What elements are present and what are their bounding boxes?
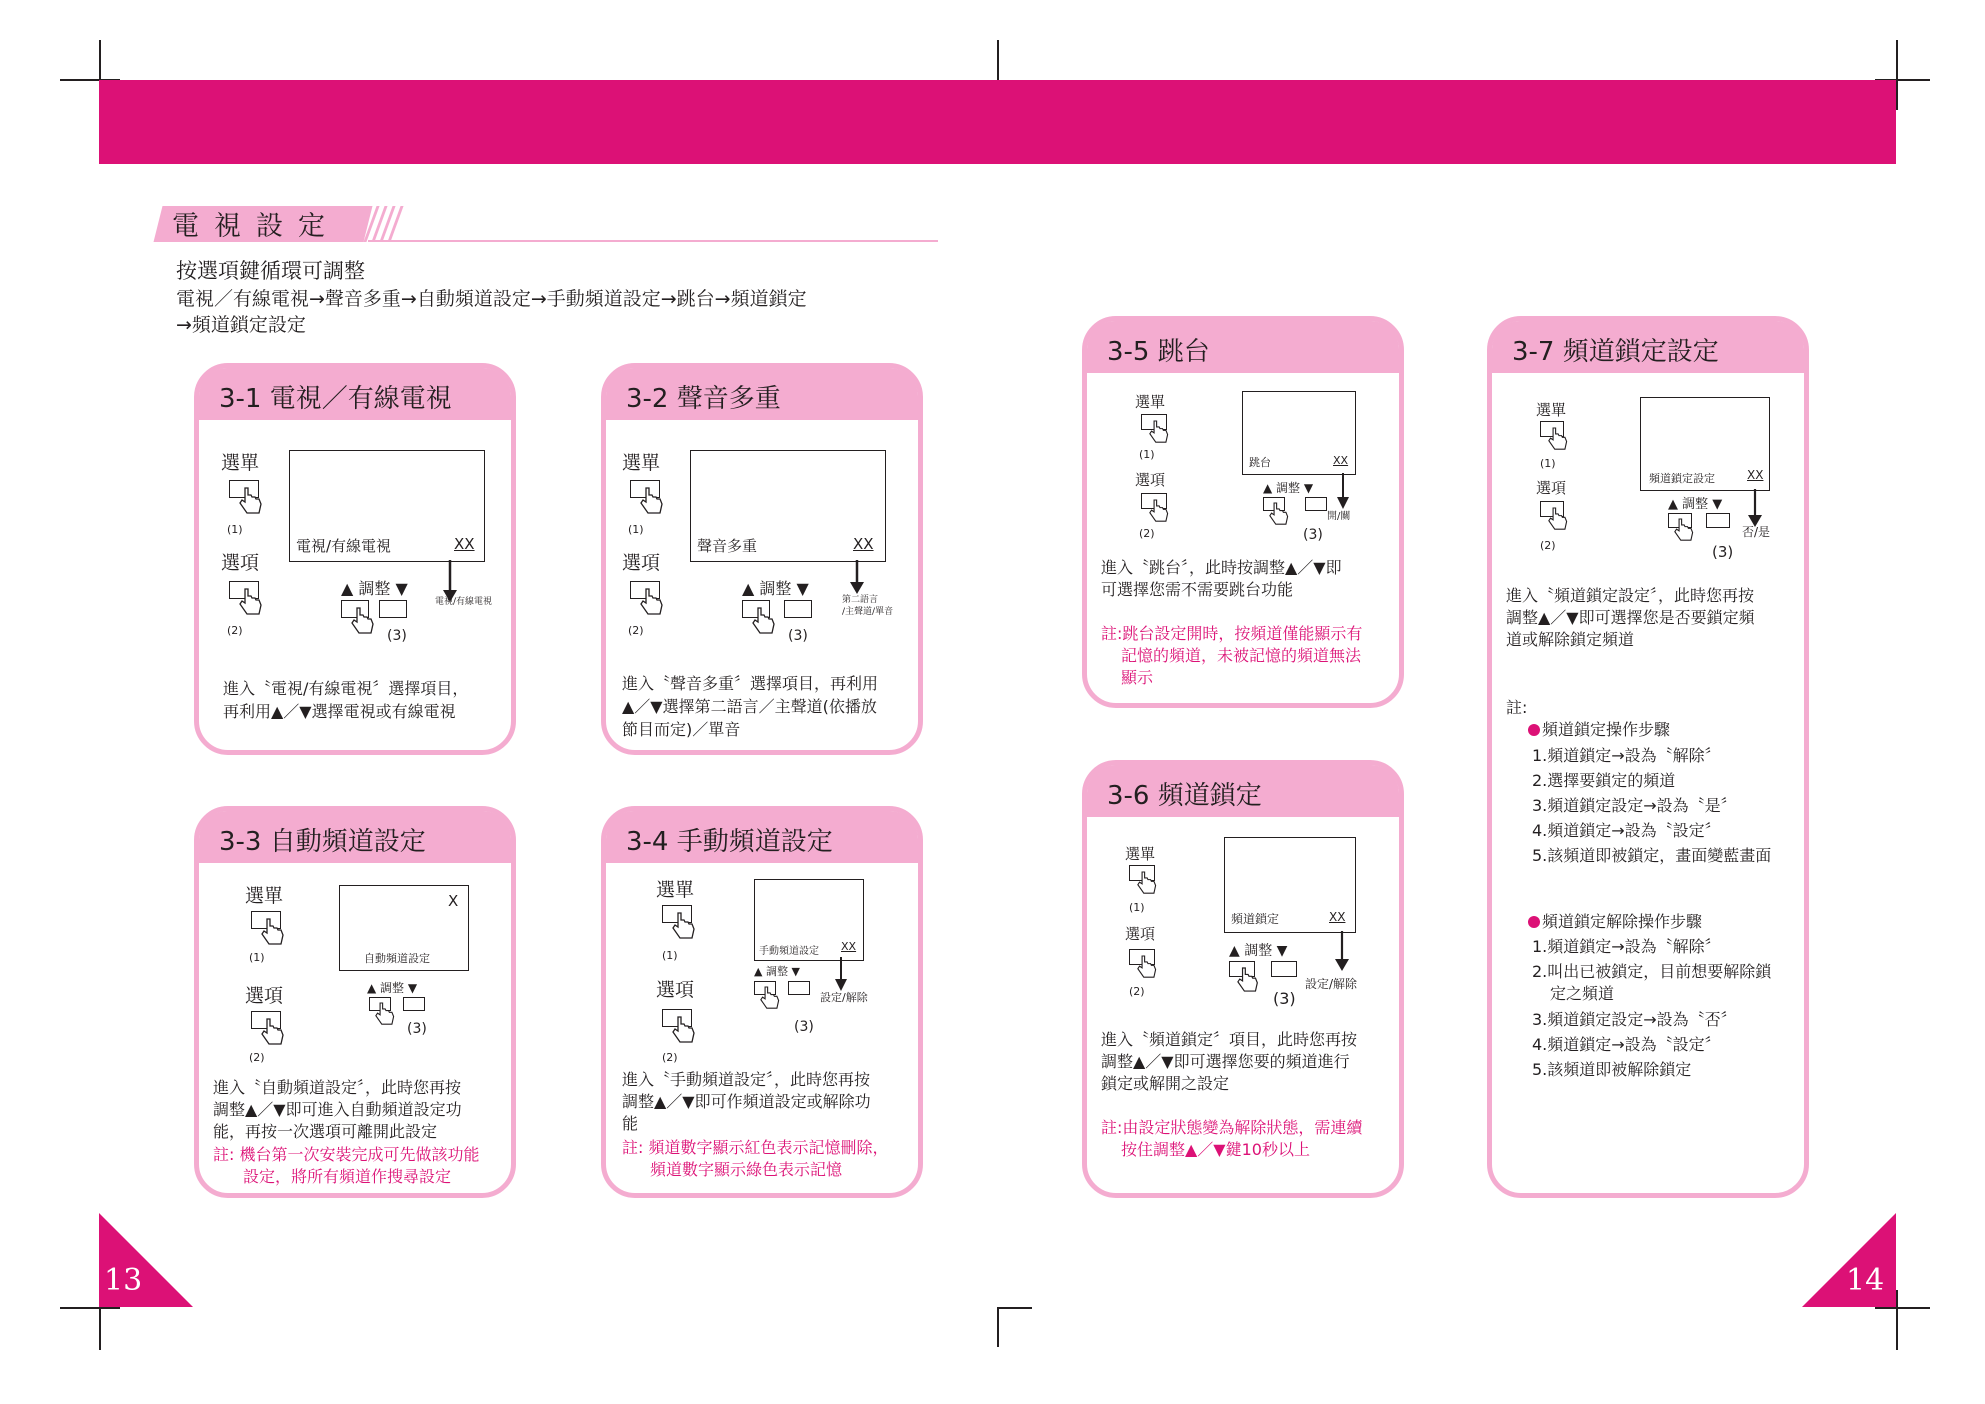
crop-mark: [997, 1307, 1032, 1309]
down-arrow-icon: [1335, 931, 1349, 971]
note: 註: 機台第一次安裝完成可先做該功能: [213, 1145, 480, 1164]
card-auto-channel: [194, 806, 516, 1198]
bullet-icon: [1528, 916, 1540, 928]
header-bar: [99, 80, 1896, 164]
adjust-label: ▲ 調整 ▼: [1263, 481, 1314, 495]
screen-value: XX: [853, 535, 874, 553]
screen-menu-text: 自動頻道設定: [364, 952, 430, 965]
note: 註: 頻道數字顯示紅色表示記憶刪除，: [622, 1138, 889, 1157]
description: ▲／▼選擇第二語言／主聲道(依播放: [622, 697, 877, 716]
description: 調整▲／▼即可選擇您要的頻道進行: [1101, 1052, 1350, 1071]
step-number: (1): [227, 523, 243, 536]
title-underline: [368, 240, 938, 242]
arrow-label: 電視/有線電視: [435, 597, 493, 607]
lock-step: 1.頻道鎖定→設為〝解除〞: [1532, 746, 1721, 765]
note: 顯示: [1121, 668, 1154, 687]
option-label: 選項: [1135, 471, 1166, 489]
hand-press-icon: [1149, 498, 1171, 524]
description: 進入〝頻道鎖定〞項目，此時您再按: [1101, 1030, 1358, 1049]
screen-menu-text: 跳台: [1249, 456, 1271, 469]
hand-press-icon: [261, 1017, 287, 1047]
note: 記憶的頻道，未被記憶的頻道無法: [1121, 646, 1362, 665]
description: 調整▲／▼即可進入自動頻道設定功: [213, 1100, 462, 1119]
lock-steps-title: 頻道鎖定操作步驟: [1542, 720, 1671, 739]
crop-mark: [1896, 40, 1898, 110]
hand-press-icon: [672, 1015, 698, 1045]
intro-heading: 按選項鍵循環可調整: [176, 259, 365, 283]
crop-mark: [1896, 1290, 1898, 1350]
screen-menu-text: 頻道鎖定: [1231, 912, 1280, 926]
lock-step: 4.頻道鎖定→設為〝設定〞: [1532, 821, 1721, 840]
step-number: (2): [662, 1051, 678, 1064]
hand-press-icon: [760, 985, 782, 1011]
tv-screen: [289, 450, 485, 562]
lock-step: 5.該頻道即被鎖定，畫面變藍畫面: [1532, 846, 1772, 865]
step-number: (2): [249, 1051, 265, 1064]
description: 調整▲／▼即可作頻道設定或解除功: [622, 1092, 871, 1111]
step-number: (1): [1129, 901, 1145, 914]
screen-value: XX: [841, 940, 857, 953]
adjust-label: ▲ 調整 ▼: [742, 579, 809, 598]
note: 按住調整▲／▼鍵10秒以上: [1121, 1140, 1310, 1159]
option-label: 選項: [656, 979, 695, 1001]
intro-line: →頻道鎖定設定: [176, 314, 306, 336]
step-number: (2): [1540, 539, 1556, 552]
description: 鎖定或解開之設定: [1101, 1074, 1230, 1093]
hand-press-icon: [640, 587, 666, 617]
description: 進入〝手動頻道設定〞，此時您再按: [622, 1070, 871, 1089]
page-number-right: 14: [1846, 1263, 1885, 1298]
card-manual-channel: [601, 806, 923, 1198]
unlock-step: 2.叫出已被鎖定，目前想要解除鎖: [1532, 962, 1772, 981]
card-title: 3-3 自動頻道設定: [219, 827, 426, 857]
hand-press-icon: [239, 587, 265, 617]
note: 設定，將所有頻道作搜尋設定: [243, 1167, 452, 1186]
hand-press-icon: [1674, 517, 1696, 543]
step-number: (3): [1303, 527, 1323, 543]
menu-label: 選單: [245, 885, 284, 907]
hand-press-icon: [1237, 966, 1261, 994]
arrow-label: 設定/解除: [820, 991, 868, 1004]
note: 註:跳台設定開時，按頻道僅能顯示有: [1101, 624, 1363, 643]
hand-press-icon: [1149, 419, 1171, 445]
tv-screen: [1224, 837, 1356, 933]
card-tv-cable: [194, 363, 516, 755]
note: 頻道數字顯示綠色表示記憶: [650, 1160, 843, 1179]
description: 進入〝電視/有線電視〞選擇項目，: [223, 679, 469, 698]
step-number: (1): [1540, 457, 1556, 470]
description: 進入〝頻道鎖定設定〞，此時您再按: [1506, 586, 1755, 605]
menu-label: 選單: [656, 879, 695, 901]
unlock-steps-title: 頻道鎖定解除操作步驟: [1542, 912, 1703, 931]
lock-step: 3.頻道鎖定設定→設為〝是〞: [1532, 796, 1737, 815]
description: 進入〝自動頻道設定〞，此時您再按: [213, 1078, 462, 1097]
card-title: 3-5 跳台: [1107, 337, 1210, 367]
tv-screen: [754, 879, 864, 961]
step-number: (1): [628, 523, 644, 536]
hand-press-icon: [1137, 954, 1159, 980]
screen-menu-text: 手動頻道設定: [759, 946, 819, 957]
note-heading: 註:: [1506, 698, 1528, 717]
unlock-step: 5.該頻道即被解除鎖定: [1532, 1060, 1692, 1079]
step-number: (1): [249, 951, 265, 964]
crop-mark: [1875, 1307, 1930, 1309]
step-number: (3): [407, 1021, 427, 1037]
description: 可選擇您需不需要跳台功能: [1101, 580, 1294, 599]
tv-screen: [690, 450, 886, 562]
description: 節目而定)／單音: [622, 720, 741, 739]
unlock-step: 定之頻道: [1550, 984, 1615, 1003]
adjust-down-button[interactable]: [1706, 513, 1730, 528]
card-title: 3-4 手動頻道設定: [626, 827, 833, 857]
arrow-label: /主聲道/單音: [842, 607, 894, 617]
adjust-down-button[interactable]: [379, 600, 407, 618]
down-arrow-icon: [835, 957, 847, 991]
hand-press-icon: [261, 917, 287, 947]
crop-mark: [997, 1307, 999, 1347]
description: 再利用▲／▼選擇電視或有線電視: [223, 702, 456, 721]
hand-press-icon: [672, 911, 698, 941]
step-number: (1): [1139, 448, 1155, 461]
card-lock-setting: [1487, 316, 1809, 1198]
option-label: 選項: [1536, 479, 1567, 497]
step-number: (3): [1712, 543, 1734, 561]
hand-press-icon: [239, 486, 265, 516]
section-title: 電視設定: [172, 211, 340, 242]
unlock-step: 3.頻道鎖定設定→設為〝否〞: [1532, 1010, 1737, 1029]
arrow-label: 第二語言: [842, 595, 879, 605]
arrow-label: 否/是: [1742, 525, 1771, 539]
tv-screen: [339, 885, 469, 971]
option-label: 選項: [1125, 925, 1156, 943]
adjust-label: ▲ 調整 ▼: [367, 981, 418, 995]
option-label: 選項: [221, 552, 260, 574]
menu-label: 選單: [1125, 845, 1156, 863]
card-multi-sound: [601, 363, 923, 755]
hand-press-icon: [1269, 501, 1291, 527]
adjust-down-button[interactable]: [1305, 497, 1327, 511]
step-number: (3): [794, 1019, 814, 1035]
card-skip: [1082, 316, 1404, 708]
note: 註:由設定狀態變為解除狀態，需連續: [1101, 1118, 1363, 1137]
screen-value: XX: [1329, 910, 1346, 924]
card-title: 3-6 頻道鎖定: [1107, 781, 1262, 811]
menu-label: 選單: [221, 452, 260, 474]
step-number: (3): [788, 628, 808, 644]
down-arrow-icon: [1337, 473, 1349, 509]
description: 調整▲／▼即可選擇您是否要鎖定頻: [1506, 608, 1755, 627]
description: 進入〝跳台〞，此時按調整▲／▼即: [1101, 558, 1342, 577]
tv-screen: [1242, 391, 1356, 475]
down-arrow-icon: [850, 560, 864, 594]
description: 道或解除鎖定頻道: [1506, 630, 1635, 649]
step-number: (2): [1129, 985, 1145, 998]
option-label: 選項: [245, 985, 284, 1007]
step-number: (3): [387, 628, 407, 644]
step-number: (1): [662, 949, 678, 962]
adjust-down-button[interactable]: [788, 981, 810, 995]
menu-label: 選單: [1135, 393, 1166, 411]
unlock-step: 4.頻道鎖定→設為〝設定〞: [1532, 1035, 1721, 1054]
unlock-step: 1.頻道鎖定→設為〝解除〞: [1532, 937, 1721, 956]
screen-value: XX: [1333, 454, 1349, 467]
menu-label: 選單: [622, 452, 661, 474]
adjust-down-button[interactable]: [784, 600, 812, 618]
hand-press-icon: [1548, 506, 1570, 532]
hand-press-icon: [752, 606, 778, 636]
adjust-label: ▲ 調整 ▼: [1668, 497, 1723, 512]
card-channel-lock: [1082, 760, 1404, 1198]
adjust-down-button[interactable]: [1271, 961, 1297, 977]
screen-menu-text: 電視/有線電視: [296, 537, 392, 555]
arrow-label: 開/關: [1327, 511, 1351, 522]
adjust-label: ▲ 調整 ▼: [754, 965, 800, 978]
tv-screen: [1640, 397, 1770, 491]
screen-menu-text: 頻道鎖定設定: [1649, 472, 1715, 485]
arrow-label: 設定/解除: [1305, 977, 1358, 991]
card-title: 3-1 電視／有線電視: [219, 384, 452, 414]
option-label: 選項: [622, 552, 661, 574]
crop-mark: [60, 1307, 120, 1309]
hand-press-icon: [1137, 870, 1159, 896]
menu-label: 選單: [1536, 401, 1567, 419]
description: 進入〝聲音多重〞選擇項目，再利用: [622, 674, 879, 693]
lock-step: 2.選擇要鎖定的頻道: [1532, 771, 1676, 790]
intro-line: 電視／有線電視→聲音多重→自動頻道設定→手動頻道設定→跳台→頻道鎖定: [176, 288, 807, 310]
step-number: (2): [1139, 527, 1155, 540]
adjust-down-button[interactable]: [403, 997, 425, 1011]
description: 能: [622, 1114, 639, 1133]
hand-press-icon: [351, 606, 377, 636]
hand-press-icon: [640, 486, 666, 516]
step-number: (3): [1273, 989, 1296, 1008]
adjust-label: ▲ 調整 ▼: [1229, 943, 1288, 959]
page-number-left: 13: [104, 1263, 143, 1298]
screen-value: XX: [454, 535, 475, 553]
screen-menu-text: 聲音多重: [697, 537, 758, 555]
bullet-icon: [1528, 724, 1540, 736]
step-number: (2): [227, 624, 243, 637]
card-title: 3-7 頻道鎖定設定: [1512, 337, 1719, 367]
down-arrow-icon: [1748, 489, 1762, 527]
description: 能，再按一次選項可離開此設定: [213, 1122, 438, 1141]
adjust-label: ▲ 調整 ▼: [341, 579, 408, 598]
step-number: (2): [628, 624, 644, 637]
hand-press-icon: [1548, 426, 1570, 452]
card-title: 3-2 聲音多重: [626, 384, 781, 414]
hand-press-icon: [375, 1001, 397, 1027]
screen-value: XX: [1747, 468, 1764, 482]
screen-value: X: [448, 892, 459, 910]
